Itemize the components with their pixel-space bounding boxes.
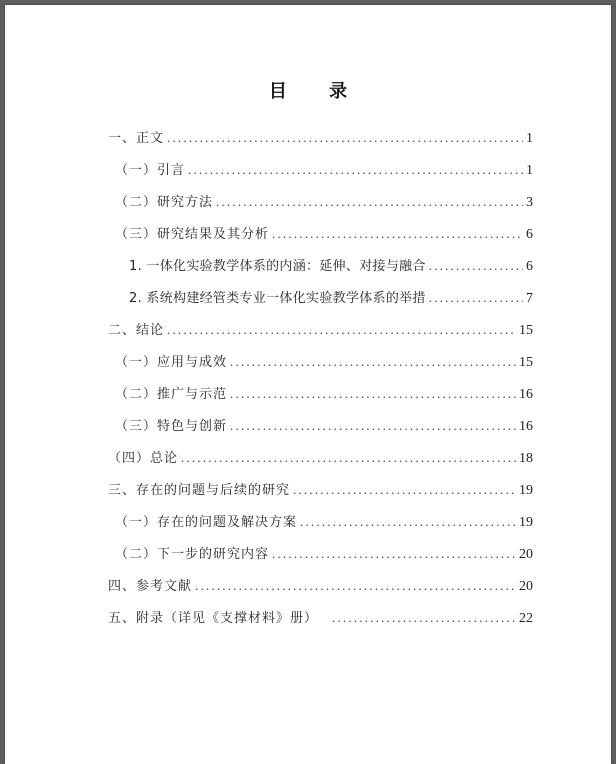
toc-entry[interactable]: [129, 255, 533, 277]
toc-entry[interactable]: [108, 575, 533, 597]
toc-leader-dots: [272, 223, 523, 245]
toc-entry[interactable]: [108, 447, 533, 469]
toc-entry-label: （四）总论: [108, 451, 179, 466]
toc-leader-dots: [429, 287, 523, 309]
toc-entry-page: 19: [519, 515, 533, 530]
toc-leader-dots: [188, 159, 523, 181]
toc-leader-dots: [300, 511, 516, 533]
toc-entry-page: 15: [519, 323, 533, 338]
toc-entry-label: （一）应用与成效: [115, 355, 228, 370]
toc-entry-label: 二、结论: [108, 323, 165, 338]
toc-entry-label: （一）存在的问题及解决方案: [115, 515, 298, 530]
toc-entry-page: 6: [526, 227, 533, 242]
toc-leader-dots: [195, 575, 516, 597]
toc-entry-label: 三、存在的问题与后续的研究: [108, 483, 291, 498]
toc-leader-dots: [167, 127, 523, 149]
toc-entry[interactable]: [115, 543, 533, 565]
toc-leader-dots: [230, 383, 516, 405]
toc-title: 目 录: [268, 81, 366, 102]
toc-entry-page: 18: [519, 451, 533, 466]
toc-entry[interactable]: [115, 159, 533, 181]
toc-entry-label: 一、正文: [108, 131, 165, 146]
toc-entry-page: 20: [519, 547, 533, 562]
toc-entry-label: 五、附录（详见《支撑材料》册）: [108, 611, 319, 626]
toc-leader-dots: [181, 447, 516, 469]
toc-entry-page: 3: [526, 195, 533, 210]
toc-entry-page: 6: [526, 259, 533, 274]
toc-entry[interactable]: [115, 511, 533, 533]
toc-entry-label: （三）研究结果及其分析: [115, 227, 270, 242]
toc-leader-dots: [230, 351, 516, 373]
toc-entry[interactable]: [115, 383, 533, 405]
toc-entry[interactable]: [108, 127, 533, 149]
toc-entry-page: 19: [519, 483, 533, 498]
toc-entry-page: 20: [519, 579, 533, 594]
toc-leader-dots: [230, 415, 516, 437]
toc-leader-dots: [429, 255, 523, 277]
toc-entry-page: 1: [526, 163, 533, 178]
toc-entry-page: 22: [519, 611, 533, 626]
toc-entry[interactable]: [115, 191, 533, 213]
toc-entry-label: （三）特色与创新: [115, 419, 228, 434]
toc-leader-dots: [216, 191, 523, 213]
toc-entry-label: 四、参考文献: [108, 579, 193, 594]
toc-leader-dots: [272, 543, 516, 565]
toc-leader-dots: [332, 607, 516, 629]
toc-entry-label: （二）研究方法: [115, 195, 214, 210]
toc-entry-page: 16: [519, 387, 533, 402]
toc-entry-label: （一）引言: [115, 163, 186, 178]
toc-leader-dots: [293, 479, 516, 501]
toc-entry-page: 1: [526, 131, 533, 146]
toc-leader-dots: [167, 319, 516, 341]
toc-entry-page: 7: [526, 291, 533, 306]
toc-entry[interactable]: [108, 607, 533, 629]
toc-entry-label: （二）下一步的研究内容: [115, 547, 270, 562]
toc-entry-label: 1. 一体化实验教学体系的内涵：延伸、对接与融合: [129, 259, 426, 274]
toc-entry[interactable]: [115, 351, 533, 373]
toc-entry[interactable]: [115, 415, 533, 437]
toc-entry-page: 15: [519, 355, 533, 370]
toc-entry-label: 2. 系统构建经管类专业一体化实验教学体系的举措: [129, 291, 426, 306]
toc-entry[interactable]: [115, 223, 533, 245]
document-page: [5, 5, 611, 764]
toc-entry[interactable]: [108, 479, 533, 501]
toc-entry[interactable]: [108, 319, 533, 341]
toc-entry-page: 16: [519, 419, 533, 434]
toc-entry-label: （二）推广与示范: [115, 387, 228, 402]
toc-entry[interactable]: [129, 287, 533, 309]
